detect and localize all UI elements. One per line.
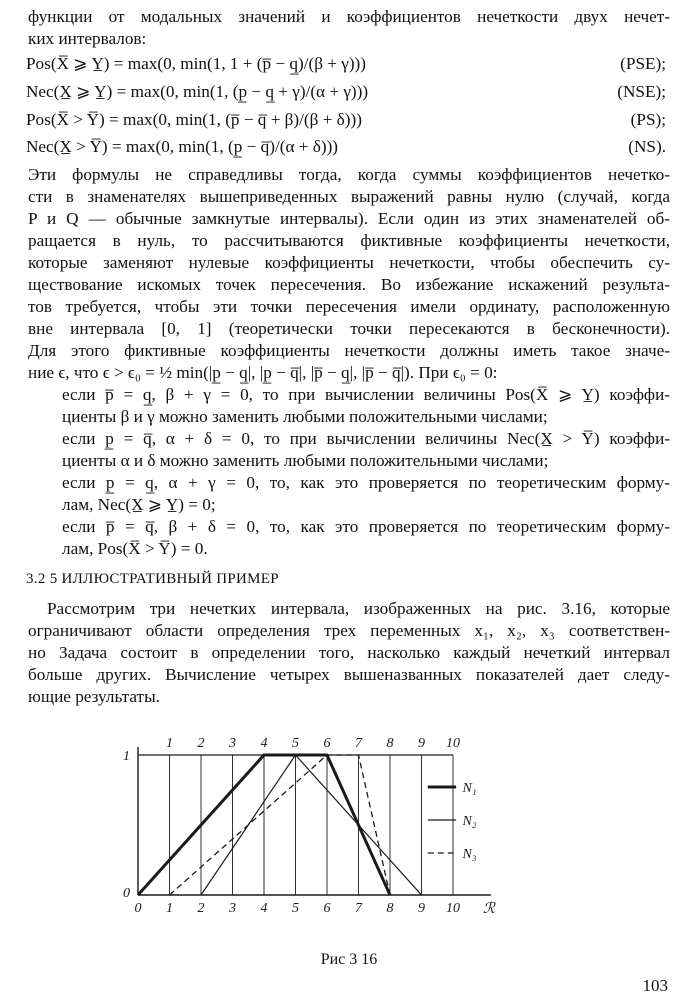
body-line: Эти формулы не справедливы тогда, когда суммы коэффициентов нечетко-	[28, 165, 670, 184]
figure-caption: Рис 3 16	[320, 951, 378, 968]
top-tick-label: 9	[418, 736, 425, 751]
top-tick-label: 1	[166, 736, 173, 751]
formula-ns	[26, 135, 666, 159]
body-line: ние ϵ, что ϵ > ϵ₀ = ½ min(|p̲ − q̲|, |p̲ − q̅|, |p̅ − q̲|, |p̅ − q̅|). При ϵ₀ = 0:	[28, 363, 498, 382]
formula-expr: Nec(X̲ ⩾ Y̲) = max(0, min(1, (p̲ − q̲ + γ)/(α + γ)))	[26, 82, 369, 101]
x-tick-label: 5	[292, 901, 299, 916]
top-tick-label: 5	[292, 736, 299, 751]
formula-label: (PS);	[630, 110, 666, 129]
y-tick-label: 1	[123, 749, 130, 764]
case-line: циенты β и γ можно заменить любыми положительными числами;	[62, 407, 548, 426]
x-tick-label: 8	[386, 901, 394, 916]
legend-label-2: N₂	[462, 814, 477, 829]
case-line: если p̲ = q̅, α + δ = 0, то при вычислении величины Nec(X̲ > Y̅) коэффи-	[62, 429, 670, 448]
body-line: тов требуется, чтобы эти точки пересечения имели ординату, расположенную	[28, 297, 670, 316]
formula-expr: Pos(X̅ ⩾ Y̲) = max(0, min(1, 1 + (p̅ − q̲)/(β + γ)))	[26, 54, 367, 73]
case-line: циенты α и δ можно заменить любыми положительными числами;	[62, 451, 549, 470]
legend-label-3: N₃	[462, 847, 477, 862]
section-line: больше других. Вычисление четырех вышеназванных показателей дает следу-	[28, 665, 670, 684]
body-line: вне интервала [0, 1] (теоретически точки пересекаются в бесконечности).	[28, 319, 670, 338]
section-line: ограничивают области определения трех переменных x₁, x₂, x₃ соответствен-	[28, 621, 670, 640]
body-line: ществование искомых точек пересечения. Во избежание искажений результа-	[28, 275, 670, 294]
top-tick-label: 10	[446, 736, 460, 751]
formula-expr: Pos(X̅ > Y̅) = max(0, min(1, (p̅ − q̅ + β)/(β + δ)))	[26, 110, 362, 129]
x-tick-label: 7	[355, 901, 362, 916]
x-tick-label: 0	[134, 901, 142, 916]
x-tick-label: 6	[323, 901, 331, 916]
top-tick-label: 4	[260, 736, 268, 751]
formula-label: (NSE);	[617, 82, 666, 101]
top-tick-label: 3	[229, 736, 236, 751]
formula-label: (NS).	[628, 137, 666, 156]
case-line: если p̅ = q̲, β + γ = 0, то при вычислении величины Pos(X̅ ⩾ Y̲) коэффи-	[62, 385, 670, 404]
formula-nse	[26, 80, 666, 104]
x-tick-label: 10	[446, 901, 460, 916]
intro-line-1: функции от модальных значений и коэффициентов нечеткости двух нечет-	[28, 7, 670, 26]
formula-expr: Nec(X̲ > Y̅) = max(0, min(1, (p̲ − q̅)/(α + δ)))	[26, 137, 339, 156]
body-line: сти в знаменателях вышеприведенных выражений равны нулю (случай, когда	[28, 187, 670, 206]
formula-label: (PSE);	[620, 54, 666, 73]
figure-3-16	[100, 722, 560, 927]
case-line: если p̲ = q̲, α + γ = 0, то, как это проверяется по теоретическим форму-	[62, 473, 670, 492]
y-tick-label: 0	[123, 886, 130, 901]
case-line: если p̅ = q̅, β + δ = 0, то, как это проверяется по теоретическим форму-	[62, 517, 670, 536]
section-heading: 3.2 5 ИЛЛЮСТРАТИВНЫЙ ПРИМЕР	[26, 571, 279, 587]
legend-label-1: N₁	[462, 781, 477, 796]
x-tick-label: 3	[229, 901, 236, 916]
body-line: P и Q — обычные замкнутые интервалы). Если один из этих знаменателей об-	[28, 209, 670, 228]
top-tick-label: 7	[355, 736, 362, 751]
body-line: которые заменяют нулевые коэффициенты нечеткости, чтобы обеспечить су-	[28, 253, 670, 272]
section-line: но Задача состоит в определении того, насколько каждый нечеткий интервал	[28, 643, 670, 662]
body-line: Для этого фиктивные коэффициенты нечеткости должны иметь такое значе-	[28, 341, 670, 360]
x-tick-label: 4	[260, 901, 268, 916]
section-line: ющие результаты.	[28, 687, 160, 706]
top-tick-label: 6	[323, 736, 331, 751]
body-line: ращается в нуль, то рассчитываются фиктивные коэффициенты нечеткости,	[28, 231, 670, 250]
top-tick-label: 8	[386, 736, 394, 751]
top-tick-label: 2	[197, 736, 205, 751]
x-tick-label: 1	[166, 901, 173, 916]
intro-line-2: ких интервалов:	[28, 29, 147, 48]
case-line: лам, Nec(X̲ ⩾ Y̲) = 0;	[62, 495, 216, 514]
x-axis-label: ℛ	[482, 901, 495, 917]
series-line-2	[201, 755, 422, 895]
formula-ps	[26, 108, 666, 132]
membership-chart	[100, 722, 560, 922]
section-line: Рассмотрим три нечетких интервала, изображенных на рис. 3.16, которые	[47, 599, 670, 618]
page-number: 103	[642, 976, 668, 995]
case-line: лам, Pos(X̅ > Y̅) = 0.	[62, 539, 208, 558]
formula-pse	[26, 52, 666, 76]
x-tick-label: 9	[418, 901, 425, 916]
x-tick-label: 2	[197, 901, 205, 916]
